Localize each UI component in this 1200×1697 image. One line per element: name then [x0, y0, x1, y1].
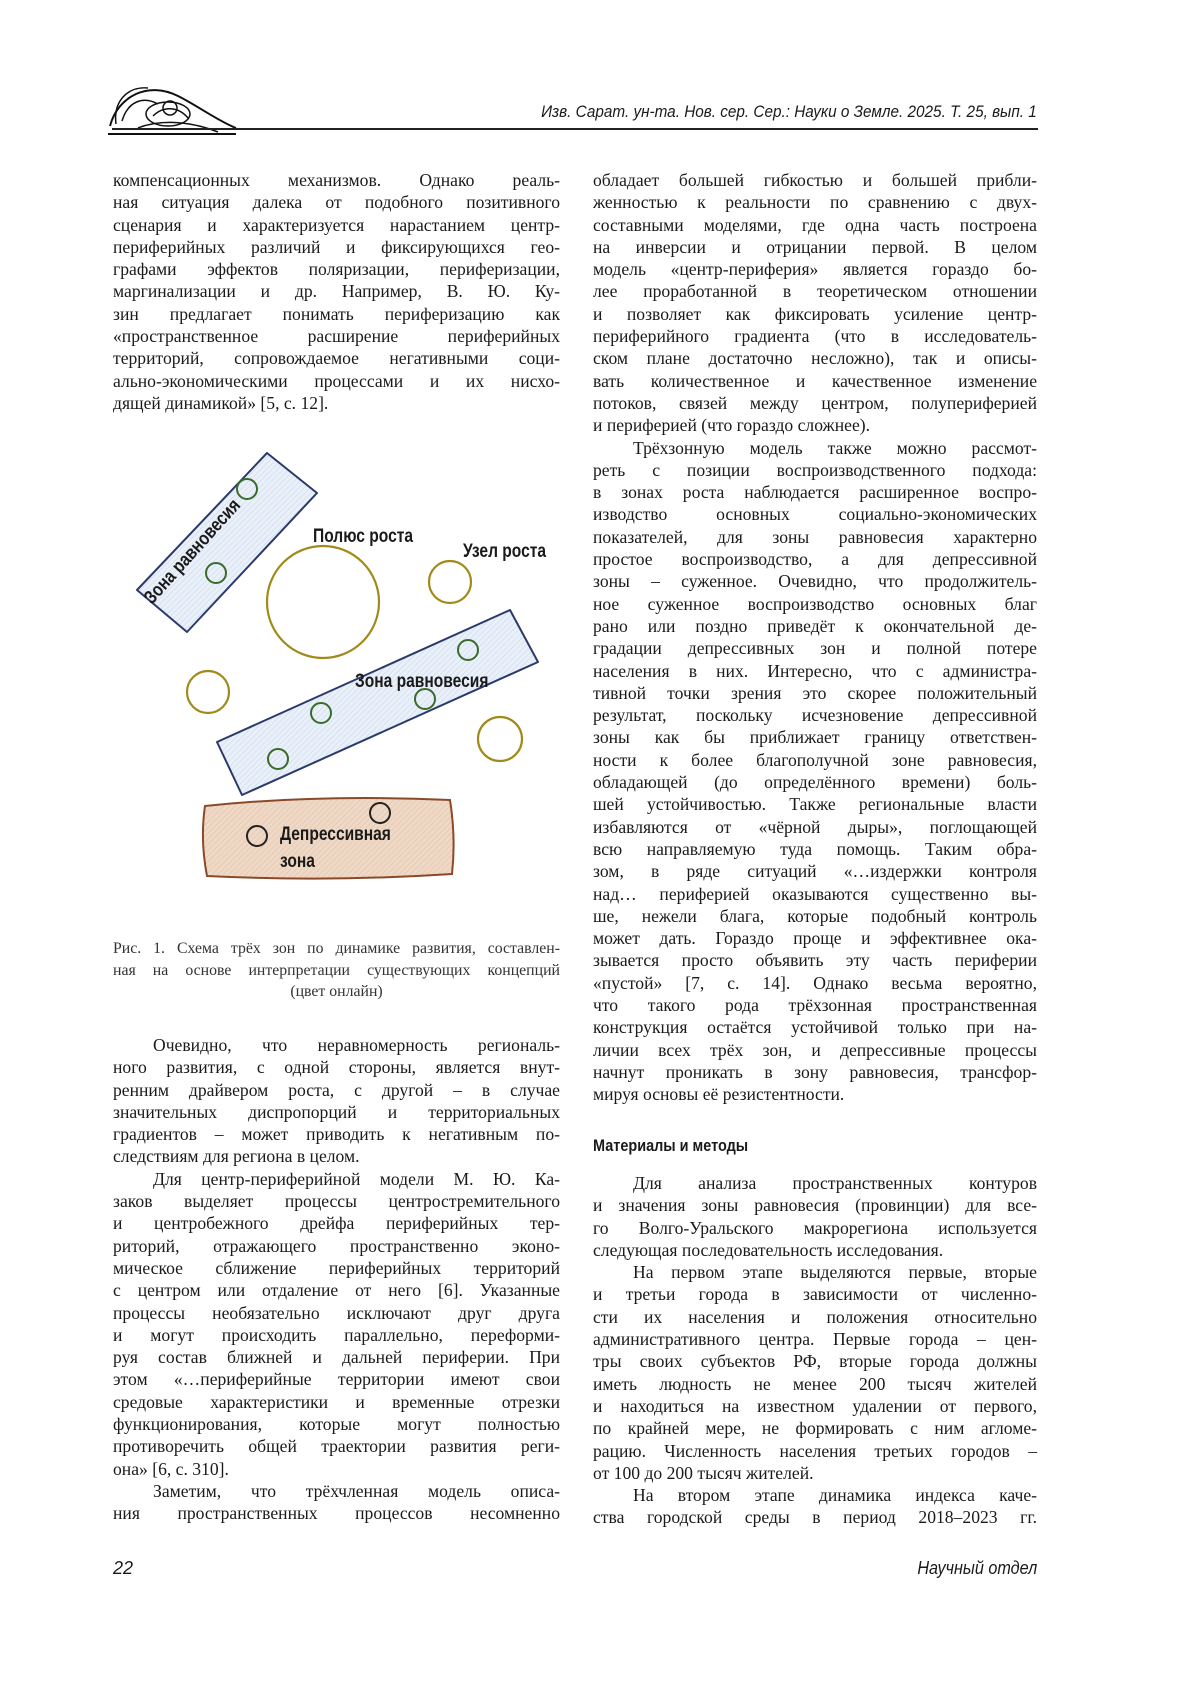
text-line: тры своих субъектов РФ, вторые города должны [593, 1350, 1037, 1372]
section-heading: Материалы и методы [593, 1136, 748, 1156]
text-line: и периферией (что гораздо сложнее). [593, 414, 1037, 436]
text-line: ния пространственных процессов несомненно [113, 1502, 560, 1524]
text-line: маргинализации и др. Например, В. Ю. Ку- [113, 280, 560, 302]
text-line: этом «…периферийные территории имеют свои [113, 1368, 560, 1390]
text-line: избавляются от «чёрной дыры», поглощающей [593, 816, 1037, 838]
text-line: с центром или отдаление от него [6]. Указанные [113, 1279, 560, 1301]
text-line: следующая последовательность исследования. [593, 1239, 1037, 1261]
text-line: зин предлагает понимать периферизацию как [113, 303, 560, 325]
text-line: На втором этапе динамика индекса каче- [593, 1484, 1037, 1506]
text-line: градации депрессивных зон и полной потере [593, 637, 1037, 659]
text-line: «пустой» [7, с. 14]. Однако весьма вероятно, [593, 972, 1037, 994]
text-line: личии всех трёх зон, и депрессивные процессы [593, 1039, 1037, 1061]
caption-line: ная на основе интерпретации существующих концепций [113, 960, 560, 982]
growth-pole-circle [267, 546, 379, 658]
text-line: Для центр-периферийной модели М. Ю. Ка- [113, 1168, 560, 1190]
right-column-top [593, 169, 1037, 1105]
journal-header: Изв. Сарат. ун-та. Нов. сер. Сер.: Науки о Земле. 2025. Т. 25, вып. 1 [541, 102, 1037, 122]
text-line: периферийного градиента (что в исследователь- [593, 325, 1037, 347]
text-line: и третьи города в зависимости от численно- [593, 1283, 1037, 1305]
text-line: реть с позиции воспроизводственного подхода: [593, 459, 1037, 481]
growth-node-circle [429, 561, 471, 603]
text-line: иметь людность не менее 200 тысяч жителей [593, 1373, 1037, 1395]
text-line: «пространственное расширение периферийных [113, 325, 560, 347]
growth-node-circle [187, 671, 229, 713]
text-line: может дать. Гораздо проще и эффективнее ока- [593, 927, 1037, 949]
equilibrium-zone-middle [217, 610, 538, 795]
text-line: начнут проникать в зону равновесия, трансфор- [593, 1061, 1037, 1083]
text-line: Для анализа пространственных контуров [593, 1172, 1037, 1194]
text-line: следствиям для региона в целом. [113, 1145, 560, 1167]
text-line: ше, нежели блага, которые подобный контроль [593, 905, 1037, 927]
text-line: обладающей (до определённого времени) боль- [593, 771, 1037, 793]
text-line: потоков, связей между центром, полупериферией [593, 392, 1037, 414]
text-line: компенсационных механизмов. Однако реаль- [113, 169, 560, 191]
text-line: риторий, отражающего пространственно эконо- [113, 1235, 560, 1257]
text-line: ства городской среды в период 2018–2023 гг. [593, 1506, 1037, 1528]
text-line: значительных диспропорций и территориальных [113, 1101, 560, 1123]
text-line: сценария и характеризуется нарастанием центр- [113, 214, 560, 236]
paragraph [113, 1168, 560, 1480]
text-line: от 100 до 200 тысяч жителей. [593, 1462, 1037, 1484]
text-line: руя состав ближней и дальней периферии. При [113, 1346, 560, 1368]
text-line: ная ситуация далека от подобного позитивного [113, 191, 560, 213]
text-line: вать количественное и качественное изменение [593, 370, 1037, 392]
text-line: графами эффектов поляризации, периферизации, [113, 258, 560, 280]
text-line: что такого рода трёхзонная пространственная [593, 994, 1037, 1016]
text-line: и центробежного дрейфа периферийных тер- [113, 1212, 560, 1234]
text-line: административного центра. Первые города – цен- [593, 1328, 1037, 1350]
text-line: ально-экономическими процессами и их нисхо- [113, 370, 560, 392]
text-line: по крайней мере, не формировать с ним агломе- [593, 1417, 1037, 1439]
equilibrium-zone-top [137, 453, 317, 632]
text-line: сти их населения и положения относительно [593, 1306, 1037, 1328]
text-line: ное суженное воспроизводство основных благ [593, 593, 1037, 615]
label-equilibrium-middle: Зона равновесия [355, 670, 488, 692]
text-line: зывается просто объявить эту часть периферии [593, 949, 1037, 971]
text-line: простое воспроизводство, а для депрессивной [593, 548, 1037, 570]
text-line: женностью к реальности по сравнению с двух- [593, 191, 1037, 213]
text-line: го Волго-Уральского макрорегиона используется [593, 1217, 1037, 1239]
text-line: градиентов – может приводить к негативным по- [113, 1123, 560, 1145]
text-line: процессы необязательно исключают друг друга [113, 1302, 560, 1324]
text-line: модель «центр-периферия» является гораздо бо- [593, 258, 1037, 280]
text-line: Трёхзонную модель также можно рассмот- [593, 437, 1037, 459]
text-line: функционирования, которые могут полностью [113, 1413, 560, 1435]
figure-caption [113, 938, 560, 1003]
text-line: населения в них. Интересно, что с администра- [593, 660, 1037, 682]
paragraph [113, 1034, 560, 1168]
text-line: зоны как бы приближает границу ответствен- [593, 726, 1037, 748]
text-line: Очевидно, что неравномерность региональ- [113, 1034, 560, 1056]
text-line: над… периферией оказываются существенно вы- [593, 883, 1037, 905]
text-line: рацию. Численность населения третьих городов – [593, 1440, 1037, 1462]
text-line: на инверсии и отрицании первой. В целом [593, 236, 1037, 258]
text-line: На первом этапе выделяются первые, вторые [593, 1261, 1037, 1283]
paragraph [593, 1172, 1037, 1261]
text-line: она» [6, с. 310]. [113, 1458, 560, 1480]
text-line: результат, поскольку исчезновение депрессивной [593, 704, 1037, 726]
text-line: заков выделяет процессы центростремительного [113, 1190, 560, 1212]
text-line: периферийных различий и фиксирующихся гео- [113, 236, 560, 258]
text-line: и могут происходить параллельно, переформи- [113, 1324, 560, 1346]
label-equilibrium-top: Зона равновесия [139, 494, 245, 608]
text-line: шей устойчивостью. Также региональные власти [593, 793, 1037, 815]
text-line: рано или поздно приведёт к окончательной де- [593, 615, 1037, 637]
paragraph [593, 1261, 1037, 1484]
paragraph [593, 437, 1037, 1106]
page-number: 22 [113, 1558, 133, 1579]
text-line: мируя основы её резистентности. [593, 1083, 1037, 1105]
text-line: Заметим, что трёхчленная модель описа- [113, 1480, 560, 1502]
text-line: составными моделями, где одна часть построена [593, 214, 1037, 236]
paragraph [593, 1484, 1037, 1529]
text-line: лее проработанной в теоретическом отношении [593, 280, 1037, 302]
right-column-bottom [593, 1172, 1037, 1529]
label-growth-node: Узел роста [463, 540, 546, 562]
text-line: мическое сближение периферийных территорий [113, 1257, 560, 1279]
text-line: ском плане достаточно несложно), так и описы- [593, 347, 1037, 369]
paragraph [593, 169, 1037, 437]
text-line: изводство основных социально-экономических [593, 503, 1037, 525]
caption-line: Рис. 1. Схема трёх зон по динамике развития, составлен- [113, 938, 560, 960]
text-line: показателей, для зоны равновесия характерно [593, 526, 1037, 548]
paragraph [113, 1480, 560, 1525]
text-line: и находиться на известном удалении от первого, [593, 1395, 1037, 1417]
text-line: зом, в ряде ситуаций «…издержки контроля [593, 860, 1037, 882]
label-growth-pole: Полюс роста [313, 525, 413, 547]
text-line: ренним драйвером роста, с другой – в случае [113, 1079, 560, 1101]
text-line: и значения зоны равновесия (провинции) для все- [593, 1194, 1037, 1216]
text-line: ного развития, с одной стороны, является внут- [113, 1056, 560, 1078]
text-line: территорий, сопровождаемое негативными соци- [113, 347, 560, 369]
text-line: конструкция остаётся устойчивой только при на- [593, 1016, 1037, 1038]
section-name: Научный отдел [917, 1558, 1037, 1579]
text-line: всю направляемую туда помощь. Таким обра- [593, 838, 1037, 860]
label-depressive-1: Депрессивная [280, 823, 391, 845]
text-line: зоны – суженное. Очевидно, что продолжитель- [593, 570, 1037, 592]
text-line: ности к более благополучной зоне равновесия, [593, 749, 1037, 771]
text-line: средовые характеристики и временные отрезки [113, 1391, 560, 1413]
text-line: обладает большей гибкостью и большей прибли- [593, 169, 1037, 191]
text-line: тивной точки зрения это скорее положительный [593, 682, 1037, 704]
text-line: в зонах роста наблюдается расширенное воспро- [593, 481, 1037, 503]
left-column-bottom [113, 1034, 560, 1525]
growth-node-circle [478, 717, 522, 761]
label-depressive-2: зона [280, 850, 315, 872]
text-line: дящей динамикой» [5, с. 12]. [113, 392, 560, 414]
text-line: и позволяет как фиксировать усиление центр- [593, 303, 1037, 325]
caption-line: (цвет онлайн) [113, 981, 560, 1003]
text-line: противоречить общей траектории развития реги- [113, 1435, 560, 1457]
